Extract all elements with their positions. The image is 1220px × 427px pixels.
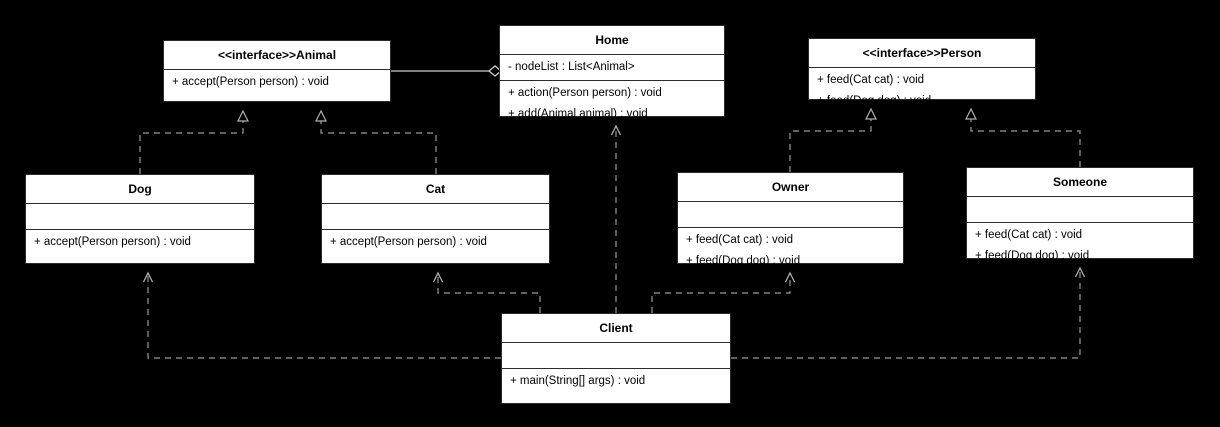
uml-compartment-methods xyxy=(502,368,730,394)
uml-class-someone[interactable] xyxy=(966,167,1194,262)
uml-class-title: <<interface>>Animal xyxy=(217,48,337,62)
edge-client-dog xyxy=(148,274,501,358)
uml-class-owner[interactable] xyxy=(677,172,904,267)
uml-compartment-fields xyxy=(967,196,1193,222)
edge-cat-animal xyxy=(321,112,436,174)
uml-compartment-methods xyxy=(322,229,549,255)
uml-class-home[interactable] xyxy=(499,25,725,120)
edge-client-someone xyxy=(731,269,1080,358)
uml-class-title: Someone xyxy=(1052,175,1107,189)
uml-compartment-fields xyxy=(500,54,724,80)
uml-compartment-methods xyxy=(967,222,1193,269)
uml-member-row: + feed(Dog dog) : void xyxy=(975,250,1090,262)
uml-class-animal[interactable] xyxy=(163,40,391,102)
uml-compartment-fields xyxy=(502,342,730,368)
uml-class-cat[interactable] xyxy=(321,174,550,264)
uml-compartment-methods xyxy=(164,69,390,95)
uml-member-row: + feed(Dog dog) : void xyxy=(686,255,801,267)
uml-member-row: + accept(Person person) : void xyxy=(34,236,191,248)
edge-client-cat xyxy=(438,274,540,313)
uml-member-row: + feed(Cat cat) : void xyxy=(817,74,925,86)
uml-compartment-methods xyxy=(678,227,903,274)
uml-class-client[interactable] xyxy=(501,313,731,404)
uml-compartment-methods xyxy=(500,80,724,127)
uml-class-title: Dog xyxy=(128,182,152,196)
uml-class-dog[interactable] xyxy=(25,174,255,264)
uml-class-title: Owner xyxy=(771,180,810,194)
uml-compartment-fields xyxy=(26,203,254,229)
edge-dog-animal xyxy=(140,112,243,174)
uml-class-person[interactable] xyxy=(808,38,1036,107)
uml-member-row: + accept(Person person) : void xyxy=(172,76,329,88)
uml-compartment-fields xyxy=(322,203,549,229)
edge-owner-person xyxy=(790,110,871,172)
uml-member-row: + action(Person person) : void xyxy=(508,87,662,99)
uml-member-row: + main(String[] args) : void xyxy=(510,375,646,387)
uml-member-row: + feed(Dog dog) : void xyxy=(817,95,932,107)
uml-member-row: + feed(Cat cat) : void xyxy=(686,234,794,246)
uml-compartment-methods xyxy=(26,229,254,255)
edge-someone-person xyxy=(971,110,1080,167)
uml-class-title: <<interface>>Person xyxy=(862,46,982,60)
edge-home-animal xyxy=(391,66,501,76)
uml-member-row: + accept(Person person) : void xyxy=(330,236,487,248)
uml-class-title: Client xyxy=(599,321,633,335)
uml-member-row: - nodeList : List<Animal> xyxy=(508,61,635,73)
uml-member-row: + add(Animal animal) : void xyxy=(508,108,648,120)
uml-class-title: Cat xyxy=(425,182,446,196)
uml-class-title: Home xyxy=(595,33,629,47)
uml-member-row: + feed(Cat cat) : void xyxy=(975,229,1083,241)
edge-client-owner xyxy=(652,274,790,313)
uml-compartment-methods xyxy=(809,67,1035,114)
uml-compartment-fields xyxy=(678,201,903,227)
